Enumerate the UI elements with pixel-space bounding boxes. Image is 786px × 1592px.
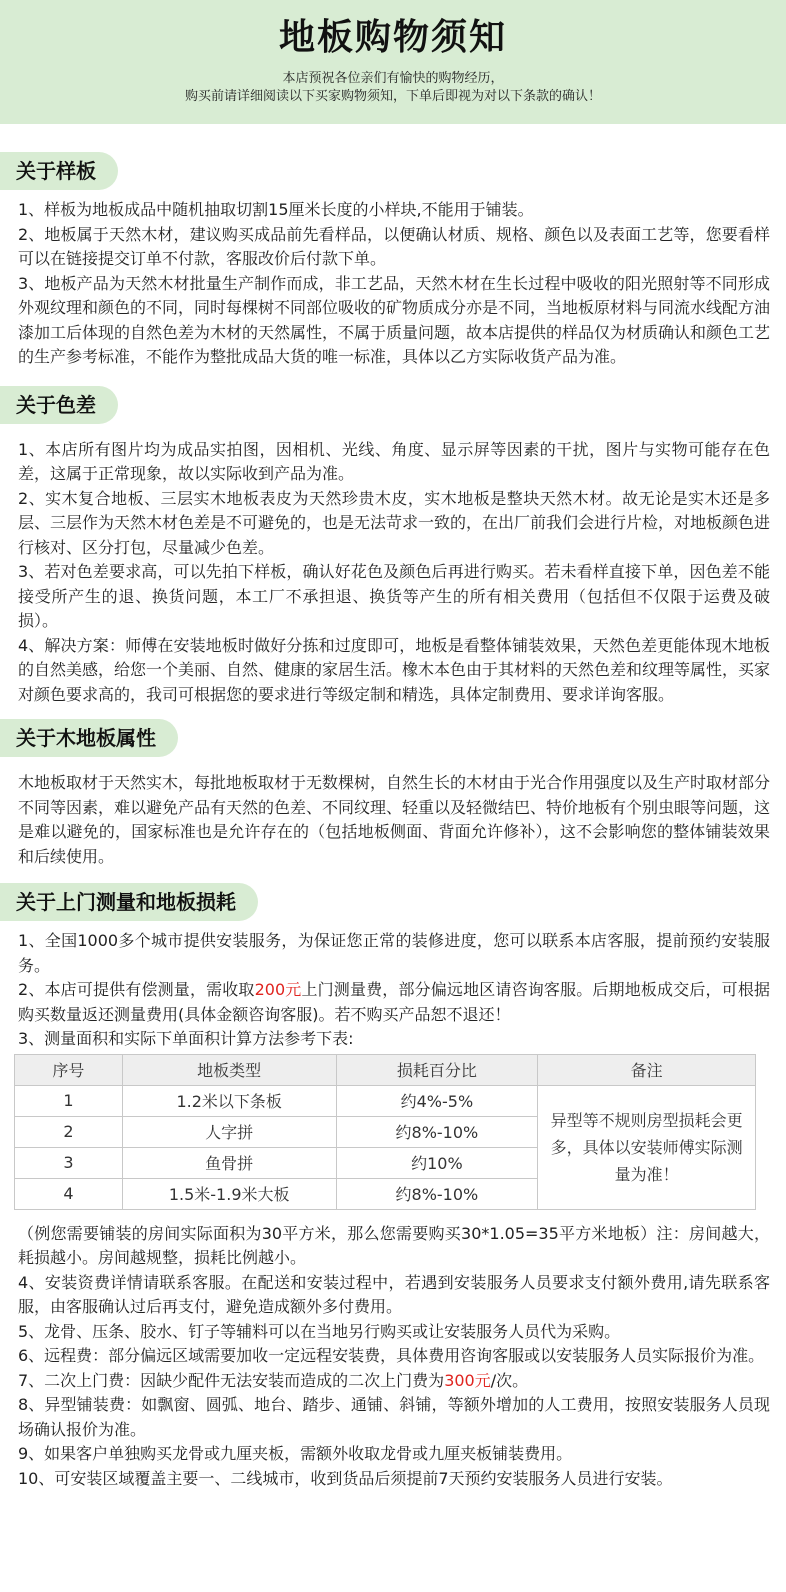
text: 7、二次上门费：因缺少配件无法安装而造成的二次上门费为 <box>18 1370 445 1390</box>
paragraph: 6、远程费：部分偏远区域需要加收一定远程安装费，具体费用咨询客服或以安装服务人员实际报价为准。 <box>18 1346 765 1365</box>
table-header: 损耗百分比 <box>336 1054 538 1085</box>
section-title-install: 关于上门测量和地板损耗 <box>0 883 258 921</box>
table-note-cell: 异型等不规则房型损耗会更多，具体以安装师傅实际测量为准！ <box>538 1085 756 1209</box>
section-body-sample <box>0 198 786 370</box>
section-title-color: 关于色差 <box>0 386 118 424</box>
paragraph: 1、样板为地板成品中随机抽取切割15厘米长度的小样块,不能用于铺装。 <box>18 200 534 219</box>
text: 上门测量费，部分偏远地区请咨询客服。后期地板成交后，可根据购买数量返还测量费用(具体金额咨询客服)。若不购买产品恕不退还！ <box>18 980 770 1024</box>
section-title-properties: 关于木地板属性 <box>0 719 178 757</box>
paragraph: 3、地板产品为天然木材批量生产制作而成，非工艺品，天然木材在生长过程中吸收的阳光照射等不同形成外观纹理和颜色的不同，同时每棵树不同部位吸收的矿物质成分亦是不同，当地板原材料与同流水线配方油漆加工后体现的自然色差为木材的天然属性，不属于质量问题，故本店提供的样品仅为材质确认和颜色工艺的生产参考标准，不能作为整批成品大货的唯一标准，具体以乙方实际收货产品为准。 <box>18 273 771 366</box>
section-body-color <box>0 438 786 708</box>
table-cell: 约10% <box>336 1147 538 1178</box>
table-cell: 鱼骨拼 <box>122 1147 336 1178</box>
price-highlight: 200元 <box>254 980 302 999</box>
paragraph: 8、异型铺装费：如飘窗、圆弧、地台、踏步、通铺、斜铺，等额外增加的人工费用，按照安装服务人员现场确认报价为准。 <box>18 1395 770 1439</box>
paragraph <box>18 978 770 1027</box>
table-cell: 约8%-10% <box>336 1116 538 1147</box>
section-install <box>0 883 786 1491</box>
section-body-install <box>0 929 786 1052</box>
paragraph: 2、地板属于天然木材，建议购买成品前先看样品，以便确认材质、规格、颜色以及表面工艺等，您要看样可以在链接提交订单不付款，客服改价后付款下单。 <box>18 224 770 268</box>
table-cell: 2 <box>15 1116 123 1147</box>
paragraph: 1、本店所有图片均为成品实拍图，因相机、光线、角度、显示屏等因素的干扰，图片与实物可能存在色差，这属于正常现象，故以实际收到产品为准。 <box>18 439 770 483</box>
paragraph: 10、可安装区域覆盖主要一、二线城市，收到货品后须提前7天预约安装服务人员进行安装。 <box>18 1468 673 1488</box>
table-cell: 1 <box>15 1085 123 1116</box>
paragraph: 9、如果客户单独购买龙骨或九厘夹板，需额外收取龙骨或九厘夹板铺装费用。 <box>18 1444 573 1463</box>
text: /次。 <box>490 1370 529 1390</box>
table-header: 序号 <box>15 1054 123 1085</box>
section-body-install-continued <box>0 1222 786 1492</box>
table-cell: 1.2米以下条板 <box>122 1085 336 1116</box>
table-cell: 人字拼 <box>122 1116 336 1147</box>
section-title-sample: 关于样板 <box>0 152 118 190</box>
page-header <box>0 0 786 124</box>
header-subtitle-2: 购买前请详细阅读以下买家购物须知，下单后即视为对以下条款的确认！ <box>184 89 601 104</box>
paragraph <box>18 1369 770 1394</box>
section-color-difference <box>0 386 786 708</box>
section-body-properties <box>0 771 786 869</box>
paragraph: 2、实木复合地板、三层实木地板表皮为天然珍贵木皮，实木地板是整块天然木材。故无论是实木还是多层、三层作为天然木材色差是不可避免的，也是无法苛求一致的，在出厂前我们会进行片检，对地板颜色进行核对、区分打包，尽量减少色差。 <box>18 488 771 557</box>
section-sample <box>0 152 786 370</box>
table-header: 备注 <box>538 1054 756 1085</box>
table-cell: 4 <box>15 1178 123 1209</box>
table-header: 地板类型 <box>122 1054 336 1085</box>
table-cell: 约4%-5% <box>336 1085 538 1116</box>
table-cell: 1.5米-1.9米大板 <box>122 1178 336 1209</box>
paragraph: 木地板取材于天然实木，每批地板取材于无数棵树，自然生长的木材由于光合作用强度以及生产时取材部分不同等因素，难以避免产品有天然的色差、不同纹理、轻重以及轻微结巴、特价地板有个别虫眼等问题，这是难以避免的，国家标准也是允许存在的（包括地板侧面、背面允许修补），这不会影响您的整体铺装效果和后续使用。 <box>18 773 771 866</box>
text: 2、本店可提供有偿测量，需收取 <box>18 980 255 999</box>
table-cell: 3 <box>15 1147 123 1178</box>
table-header-row <box>15 1054 756 1085</box>
header-subtitle-1: 本店预祝各位亲们有愉快的购物经历， <box>282 71 504 86</box>
paragraph: （例您需要铺装的房间实际面积为30平方米，那么您需要购买30*1.05=35平方米地板）注：房间越大，耗损越小。房间越规整，损耗比例越小。 <box>18 1223 770 1267</box>
section-wood-properties <box>0 719 786 869</box>
loss-table <box>14 1054 756 1210</box>
paragraph: 3、若对色差要求高，可以先拍下样板，确认好花色及颜色后再进行购买。若未看样直接下单，因色差不能接受所产生的退、换货问题，本工厂不承担退、换货等产生的所有相关费用（包括但不仅限于运费及破损）。 <box>18 562 770 630</box>
paragraph: 4、安装资费详情请联系客服。在配送和安装过程中，若遇到安装服务人员要求支付额外费用,请先联系客服，由客服确认过后再支付，避免造成额外多付费用。 <box>18 1272 770 1316</box>
paragraph: 4、解决方案：师傅在安装地板时做好分拣和过度即可，地板是看整体铺装效果，天然色差更能体现木地板的自然美感，给您一个美丽、自然、健康的家居生活。橡木本色由于其材料的天然色差和纹理等属性，买家对颜色要求高的，我司可根据您的要求进行等级定制和精选，具体定制费用、要求详询客服。 <box>18 635 771 704</box>
price-highlight: 300元 <box>444 1370 491 1390</box>
paragraph: 1、全国1000多个城市提供安装服务，为保证您正常的装修进度，您可以联系本店客服，提前预约安装服务。 <box>18 931 770 975</box>
table-row <box>15 1085 756 1116</box>
paragraph: 3、测量面积和实际下单面积计算方法参考下表: <box>18 1029 354 1048</box>
page-title: 地板购物须知 <box>278 17 507 58</box>
paragraph: 5、龙骨、压条、胶水、钉子等辅料可以在当地另行购买或让安装服务人员代为采购。 <box>18 1321 621 1341</box>
table-cell: 约8%-10% <box>336 1178 538 1209</box>
